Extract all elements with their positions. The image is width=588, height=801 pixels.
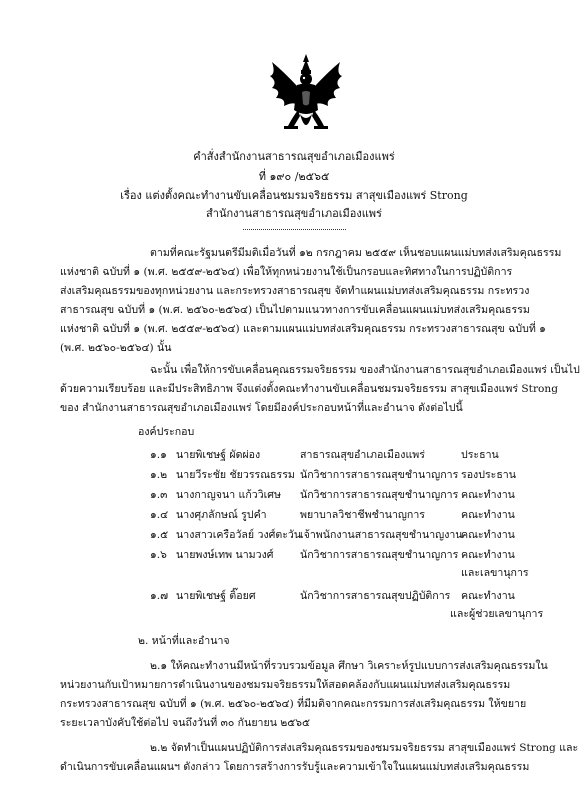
member-position: นักวิชาการสาธารณสุขชำนาญการ (300, 549, 459, 561)
member-name: ๑.๕ (150, 529, 169, 541)
member-role: คณะทำงาน (461, 489, 515, 501)
paragraph-line: (พ.ศ. ๒๕๖๐-๒๕๖๔) นั้น (60, 342, 172, 354)
paragraph-line: สาธารณสุข ฉบับที่ ๑ (พ.ศ. ๒๕๖๐-๒๕๖๔) เป็นไปตามแนวทางการขับเคลื่อนแผนแม่บทส่งเสริมคุณธรรม (60, 304, 530, 316)
member-position: เจ้าพนักงานสาธารณสุขชำนาญงาน (300, 529, 463, 541)
paragraph-line: กระทรวงสาธารณสุข ฉบับที่ ๑ (พ.ศ. ๒๕๖๐-๒๕๖๔) ที่มีมติจากคณะกรรมการส่งเสริมคุณธรรม ให้ขยาย (60, 698, 527, 710)
member-position: นักวิชาการสาธารณสุขปฏิบัติการ (300, 590, 451, 602)
member-name: ๑.๓ (150, 489, 168, 501)
paragraph-line: ๒.๑ ให้คณะทำงานมีหน้าที่รวบรวมข้อมูล ศึกษา วิเคราะห์รูปแบบการส่งเสริมคุณธรรมใน (150, 660, 548, 672)
section-composition-title: องค์ประกอบ (138, 426, 195, 438)
member-role: คณะทำงาน (461, 509, 515, 521)
order-org-title: คำสั่งสำนักงานสาธารณสุขอำเภอเมืองแพร่ (193, 150, 395, 163)
section-duties-title: ๒. หน้าที่และอำนาจ (138, 635, 230, 647)
member-role: รองประธาน (461, 469, 516, 481)
member-name: ๑.๖ (150, 549, 167, 561)
member-position: นักวิชาการสาธารณสุขชำนาญการ (300, 469, 459, 481)
member-name: นางสาวเครือวัลย์ วงศ์ตะวัน (176, 529, 302, 541)
paragraph-line: แห่งชาติ ฉบับที่ ๑ (พ.ศ. ๒๕๕๙-๒๕๖๔) เพื่อให้ทุกหน่วยงานใช้เป็นกรอบและทิศทางในการปฏิบัติการ (60, 266, 513, 278)
divider-dots (243, 229, 346, 230)
member-name: นางศุภลักษณ์ รูปคำ (176, 509, 267, 521)
paragraph-line: ดำเนินการขับเคลื่อนแผนฯ ดังกล่าว โดยการสร้างการรับรู้และความเข้าใจในแผนแม่บทส่งเสริมคุณธรรม (60, 761, 530, 773)
member-name: ๑.๗ (150, 590, 169, 602)
member-role-extra: และเลขานุการ (461, 567, 529, 579)
paragraph-line: ฉะนั้น เพื่อให้การขับเคลื่อนคุณธรรมจริยธรรม ของสำนักงานสาธารณสุขอำเภอเมืองแพร่ เป็นไป (150, 364, 580, 376)
paragraph-line: แห่งชาติ ฉบับที่ ๑ (พ.ศ. ๒๕๕๙-๒๕๖๔) และตามแผนแม่บทส่งเสริมคุณธรรม กระทรวงสาธารณสุข ฉบับที่ ๑ (60, 323, 546, 335)
paragraph-line: ส่งเสริมคุณธรรมของทุกหน่วยงาน และกระทรวงสาธารณสุข จัดทำแผนแม่บทส่งเสริมคุณธรรม กระทรวง (60, 285, 530, 297)
paragraph-line: ของ สำนักงานสาธารณสุขอำเภอเมืองแพร่ โดยมีองค์ประกอบหน้าที่และอำนาจ ดังต่อไปนี้ (60, 402, 463, 414)
garuda-emblem-icon (266, 52, 346, 136)
member-name: นางกาญจนา แก้ววิเศษ (176, 489, 281, 501)
member-position: นักวิชาการสาธารณสุขชำนาญการ (300, 489, 459, 501)
member-role-extra: และผู้ช่วยเลขานุการ (450, 608, 544, 620)
member-name: ๑.๒ (150, 469, 168, 481)
member-role: คณะทำงาน (461, 590, 515, 602)
member-name: นายพิเชษฐ์ ผัดผ่อง (176, 449, 261, 461)
paragraph-line: ตามที่คณะรัฐมนตรีมีมติเมื่อวันที่ ๑๒ กรกฎาคม ๒๕๕๙ เห็นชอบแผนแม่บทส่งเสริมคุณธรรม (150, 247, 562, 259)
member-position: พยาบาลวิชาชีพชำนาญการ (300, 509, 425, 521)
member-name: ๑.๔ (150, 509, 169, 521)
paragraph-line: ระยะเวลาบังคับใช้ต่อไป จนถึงวันที่ ๓๐ กันยายน ๒๕๖๕ (60, 717, 311, 729)
member-name: ๑.๑ (150, 449, 167, 461)
member-role: คณะทำงาน (461, 529, 515, 541)
member-name: นายวีระชัย ชัยวรรณธรรม (176, 469, 295, 481)
member-name: นายพงษ์เทพ นามวงศ์ (176, 549, 274, 561)
order-number: ที่ ๑๙๐ /๒๕๖๕ (258, 170, 330, 183)
order-subject: เรื่อง แต่งตั้งคณะทำงานขับเคลื่อนชมรมจริยธรรม สาสุขเมืองแพร่ Strong (120, 189, 468, 202)
paragraph-line: ๒.๒ จัดทำเป็นแผนปฏิบัติการส่งเสริมคุณธรรมของชมรมจริยธรรม สาสุขเมืองแพร่ Strong และ (150, 742, 579, 754)
paragraph-line: หน่วยงานกับเป้าหมายการดำเนินงานของชมรมจริยธรรมให้สอดคล้องกับแผนแม่บทส่งเสริมคุณธรรม (60, 679, 511, 691)
member-position: สาธารณสุขอำเภอเมืองแพร่ (300, 449, 425, 461)
member-role: คณะทำงาน (461, 549, 515, 561)
member-role: ประธาน (461, 449, 499, 461)
order-org-line: สำนักงานสาธารณสุขอำเภอเมืองแพร่ (206, 207, 382, 220)
paragraph-line: ด้วยความเรียบร้อย และมีประสิทธิภาพ จึงแต่งตั้งคณะทำงานขับเคลื่อนชมรมจริยธรรม สาสุขเมืองแพร่ Strong (60, 383, 558, 395)
member-name: นายพิเชษฐ์ ติ๊อยศ (176, 590, 256, 602)
